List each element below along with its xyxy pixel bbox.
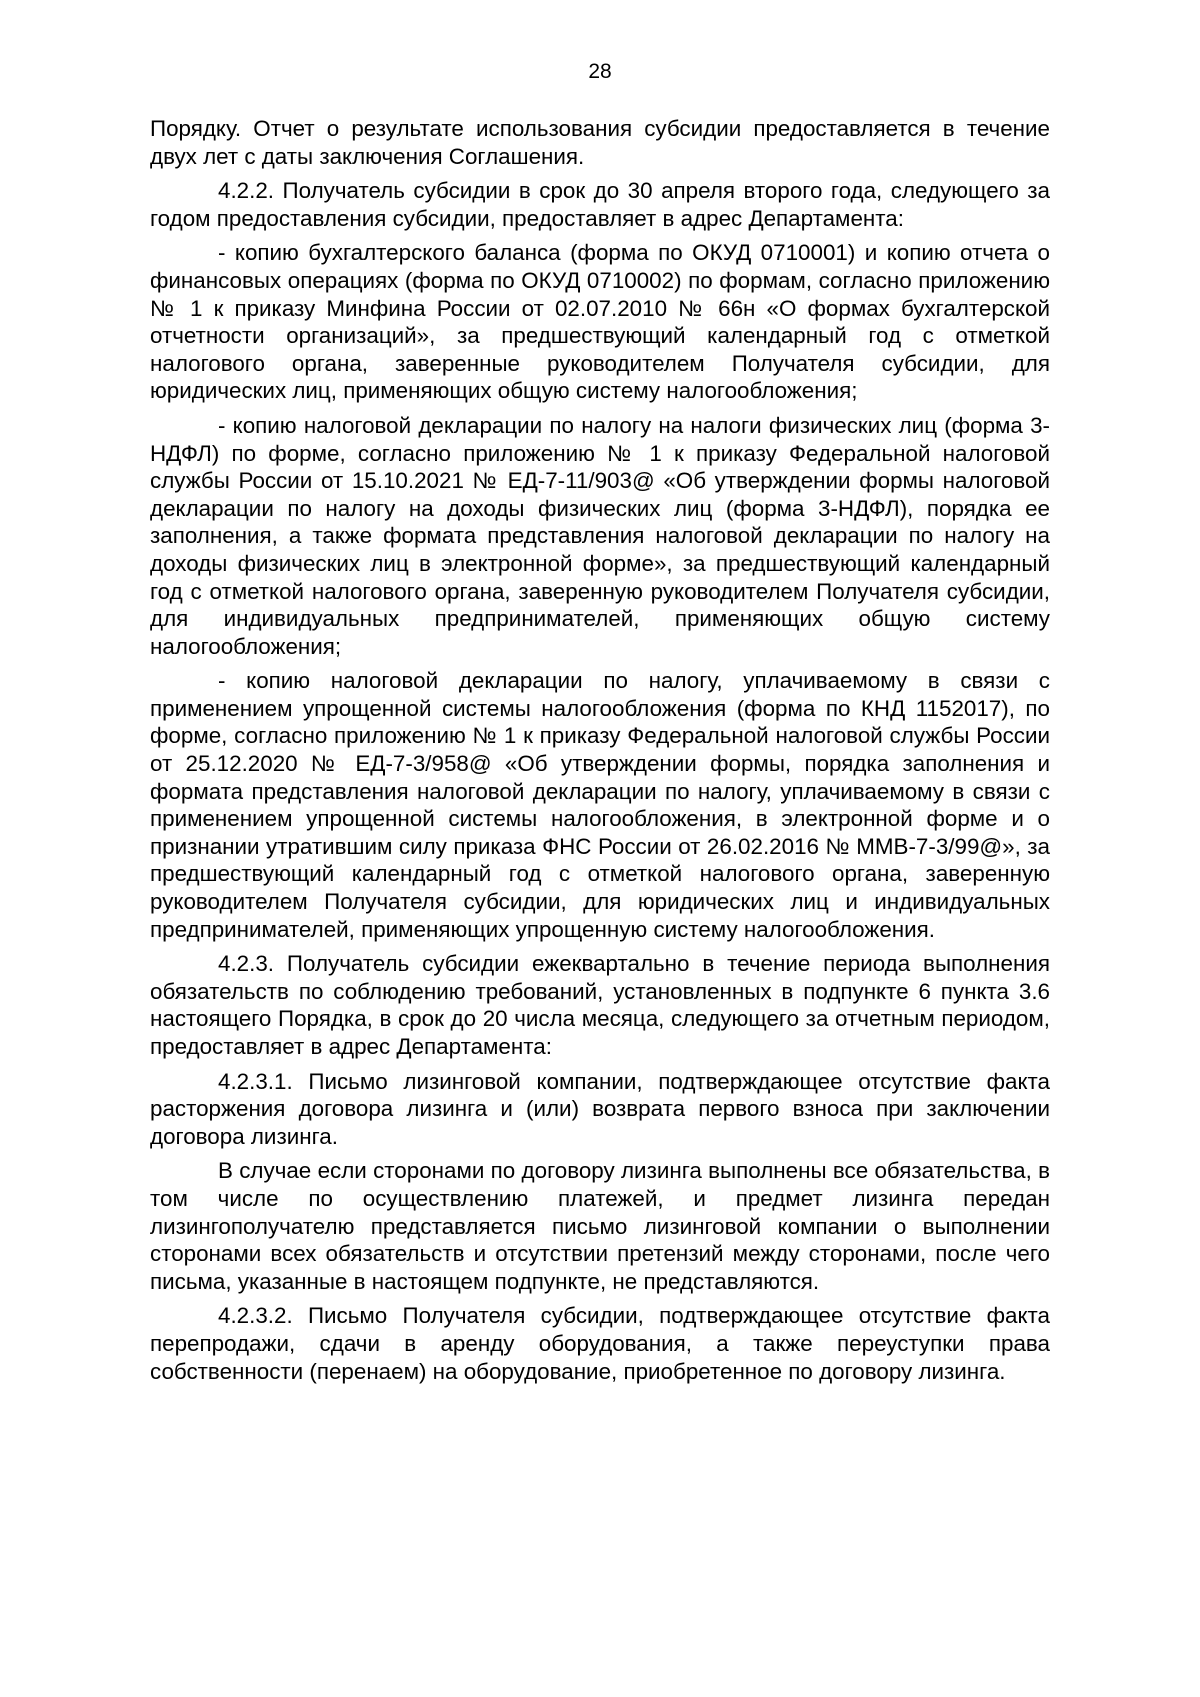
paragraph-4-2-3: 4.2.3. Получатель субсидии ежеквартально в течение периода выполнения обязательств по соблюдению требований, установленных в подпункте 6 пункта 3.6 настоящего Порядка, в срок до 20 числа месяца, следующего за отчетным периодом, предоставляет в адрес Департамента:	[150, 951, 1050, 1059]
document-body	[150, 115, 1050, 1392]
page-number: 28	[588, 60, 612, 83]
paragraph-leasing-completion: В случае если сторонами по договору лизинга выполнены все обязательства, в том числе по осуществлению платежей, и предмет лизинга передан лизингополучателю представляется письмо лизинговой компании о выполнении сторонами всех обязательств и отсутствии претензий между сторонами, после чего письма, указанные в настоящем подпункте, не представляются.	[150, 1158, 1050, 1294]
paragraph-4-2-3-1: 4.2.3.1. Письмо лизинговой компании, подтверждающее отсутствие факта расторжения договора лизинга и (или) возврата первого взноса при заключении договора лизинга.	[150, 1068, 1050, 1149]
paragraph-usn-copy: - копию налоговой декларации по налогу, уплачиваемому в связи с применением упрощенной системы налогообложения (форма по КНД 1152017), по форме, согласно приложению № 1 к приказу Федеральной налоговой службы России от 25.12.2020 № ЕД-7-3/958@ «Об утверждении формы, порядка заполнения и формата представления налоговой декларации по налогу, уплачиваемому в связи с применением упрощенной системы налогообложения, в электронной форме и о признании утратившим силу приказа ФНС России от 26.02.2016 № ММВ-7-3/99@», за предшествующий календарный год с отметкой налогового органа, заверенную руководителем Получателя субсидии, для юридических лиц и индивидуальных предпринимателей, применяющих упрощенную систему налогообложения.	[150, 668, 1050, 942]
paragraph-0: Порядку. Отчет о результате использования субсидии предоставляется в течение двух лет с даты заключения Соглашения.	[150, 116, 1050, 169]
paragraph-4-2-2: 4.2.2. Получатель субсидии в срок до 30 апреля второго года, следующего за годом предоставления субсидии, предоставляет в адрес Департамента:	[150, 178, 1050, 231]
paragraph-4-2-3-2: 4.2.3.2. Письмо Получателя субсидии, подтверждающее отсутствие факта перепродажи, сдачи в аренду оборудования, а также переуступки права собственности (перенаем) на оборудование, приобретенное по договору лизинга.	[150, 1303, 1050, 1384]
paragraph-balance-copy: - копию бухгалтерского баланса (форма по ОКУД 0710001) и копию отчета о финансовых операциях (форма по ОКУД 0710002) по формам, согласно приложению № 1 к приказу Минфина России от 02.07.2010 № 66н «О формах бухгалтерской отчетности организаций», за предшествующий календарный год с отметкой налогового органа, заверенные руководителем Получателя субсидии, для юридических лиц, применяющих общую систему налогообложения;	[150, 240, 1050, 404]
paragraph-3ndfl-copy: - копию налоговой декларации по налогу на налоги физических лиц (форма 3-НДФЛ) по форме, согласно приложению № 1 к приказу Федеральной налоговой службы России от 15.10.2021 № ЕД-7-11/903@ «Об утверждении формы налоговой декларации по налогу на доходы физических лиц (форма 3-НДФЛ), порядка ее заполнения, а также формата представления налоговой декларации по налогу на доходы физических лиц в электронной форме», за предшествующий календарный год с отметкой налогового органа, заверенную руководителем Получателя субсидии, для индивидуальных предпринимателей, применяющих общую систему налогообложения;	[150, 412, 1050, 659]
